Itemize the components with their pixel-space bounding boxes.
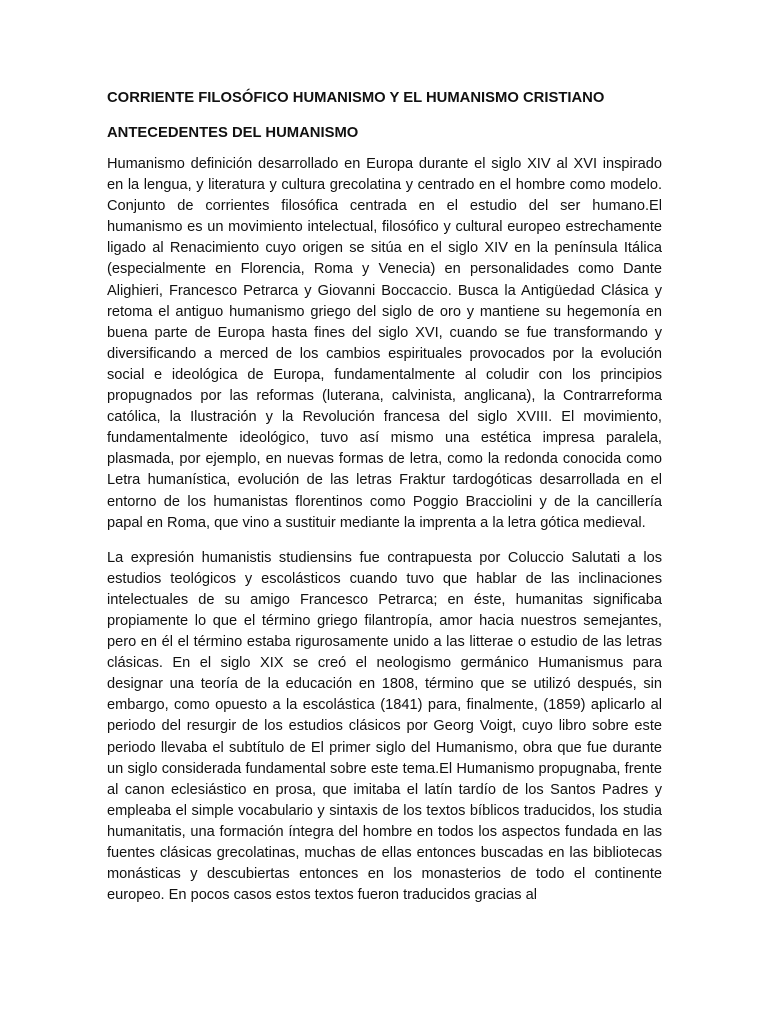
section-heading: ANTECEDENTES DEL HUMANISMO bbox=[107, 125, 359, 141]
paragraph-2: La expresión humanistis studiensins fue contrapuesta por Coluccio Salutati a los estudios teológicos y escolásticos cuando tuvo que hablar de las inclinaciones intelectuales de su amigo Francesco Petrarca; en éste, humanitas significaba propiamente lo que el término griego filantropía, amor hacia nuestros semejantes, pero en él el término estaba rigurosamente unido a las litterae o estudio de las letras clásicas. En el siglo XIX se creó el neologismo germánico Humanismus para designar una teoría de la educación en 1808, término que se utilizó después, sin embargo, como opuesto a la escolástica (1841) para, finalmente, (1859) aplicarlo al periodo del resurgir de los estudios clásicos por Georg Voigt, cuyo libro sobre este periodo llevaba el subtítulo de El primer siglo del Humanismo, obra que fue durante un siglo considerada fundamental sobre este tema.El Humanismo propugnaba, frente al canon eclesiástico en prosa, que imitaba el latín tardío de los Santos Padres y empleaba el simple vocabulario y sintaxis de los textos bíblicos traducidos, los studia humanitatis, una formación íntegra del hombre en todos los aspectos fundada en las fuentes clásicas grecolatinas, muchas de ellas entonces buscadas en las bibliotecas monásticas y descubiertas entonces en los monasterios de todo el continente europeo. En pocos casos estos textos fueron traducidos gracias al bbox=[107, 549, 662, 904]
document-title: CORRIENTE FILOSÓFICO HUMANISMO Y EL HUMANISMO CRISTIANO bbox=[107, 90, 605, 106]
document-page bbox=[107, 88, 662, 906]
paragraph-1: Humanismo definición desarrollado en Europa durante el siglo XIV al XVI inspirado en la lengua, y literatura y cultura grecolatina y centrado en el hombre como modelo. Conjunto de corrientes filosófica centrada en el estudio del ser humano.El humanismo es un movimiento intelectual, filosófico y cultural europeo estrechamente ligado al Renacimiento cuyo origen se sitúa en el siglo XIV en la península Itálica (especialmente en Florencia, Roma y Venecia) en personalidades como Dante Alighieri, Francesco Petrarca y Giovanni Boccaccio. Busca la Antigüedad Clásica y retoma el antiguo humanismo griego del siglo de oro y mantiene su hegemonía en buena parte de Europa hasta fines del siglo XVI, cuando se fue transformando y diversificando a merced de los cambios espirituales provocados por la evolución social e ideológica de Europa, fundamentalmente al coludir con los principios propugnados por las reformas (luterana, calvinista, anglicana), la Contrarreforma católica, la Ilustración y la Revolución francesa del siglo XVIII. El movimiento, fundamentalmente ideológico, tuvo así mismo una estética impresa paralela, plasmada, por ejemplo, en nuevas formas de letra, como la redonda conocida como Letra humanística, evolución de las letras Fraktur tardogóticas desarrollada en el entorno de los humanistas florentinos como Poggio Bracciolini y de la cancillería papal en Roma, que vino a sustituir mediante la imprenta a la letra gótica medieval. bbox=[107, 156, 662, 531]
